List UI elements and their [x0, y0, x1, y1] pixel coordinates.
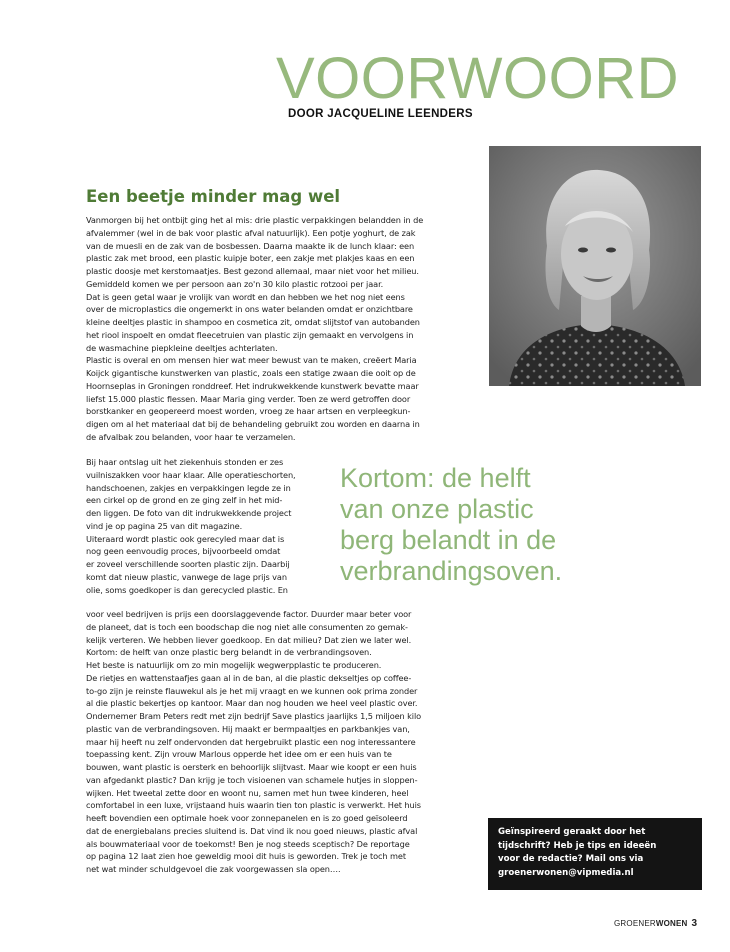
paragraph-line: plastic zak met brood, een plastic kuipje boter, een zakje met plakjes kaas en een [86, 253, 415, 264]
footer-brand-part1: GROENER [614, 919, 656, 928]
paragraph-line: De rietjes en wattenstaafjes gaan al in de ban, al die plastic dekseltjes op coffee- [86, 672, 412, 683]
paragraph-line: comfortabel in een luxe, vrijstaand huis waarin tien ton plastic is verwerkt. Het huis [86, 800, 421, 811]
page-number: 3 [691, 918, 698, 929]
body-text-top [86, 214, 481, 444]
paragraph-line: Gemiddeld komen we per persoon aan zo'n 30 kilo plastic rotzooi per jaar. [86, 278, 384, 289]
footer-brand-part2: WONEN [655, 919, 688, 928]
paragraph-line: Het beste is natuurlijk om zo min mogelijk wegwerpplastic te produceren. [86, 660, 382, 670]
portrait-photo-icon [489, 146, 701, 386]
paragraph-line: kleine deeltjes plastic in shampoo en cosmetica zit, omdat slijtstof van autobanden [86, 317, 420, 327]
paragraph-line: over de microplastics die ongemerkt in ons water belanden omdat er onzichtbare [86, 304, 413, 315]
paragraph-line: als bouwmateriaal voor de toekomst! Ben je nog steeds sceptisch? De reportage [86, 838, 410, 849]
paragraph-line: afvalemmer (wel in de bak voor plastic afval natuurlijk). Een potje yoghurt, de zak [86, 227, 416, 238]
pull-quote-line: van onze plastic [340, 494, 534, 524]
paragraph-line: het riool inspoelt en omdat fleecetruien van plastic zijn gemaakt en vervolgens in [86, 329, 414, 340]
paragraph-line: al die plastic bekertjes op kantoor. Maar dan nog houden we heel veel plastic over. [86, 698, 418, 709]
pull-quote [340, 463, 640, 587]
pull-quote-line: Kortom: de helft [340, 463, 531, 493]
paragraph-line: wijken. Het tweetal zette door en woont nu, samen met hun twee kinderen, heel [86, 787, 409, 798]
paragraph-line: digen om al het materiaal dat bij de behandeling gebruikt zou worden en daarna in [86, 419, 420, 429]
paragraph-line: Bij haar ontslag uit het ziekenhuis stonden er zes [86, 457, 284, 467]
paragraph-line: plastic doosje met kerstomaatjes. Best gezond allemaal, maar niet voor het milieu. [86, 266, 419, 276]
paragraph-line: plastic van de verbrandingsoven. Hij maakt er bermpaaltjes en parkbankjes van, [86, 723, 410, 734]
paragraph-line: bouwen, want plastic is oersterk en behoorlijk slijtvast. Maar wie koopt er een huis [86, 762, 417, 772]
paragraph-line: heeft bovendien een optimale hoek voor zonnepanelen en is zo goed geïsoleerd [86, 813, 408, 823]
paragraph-line: den liggen. De foto van dit indrukwekkende project [86, 508, 292, 518]
pull-quote-line: verbrandingsoven. [340, 556, 563, 586]
paragraph-line: de afvalbak zou belanden, voor haar te verzamelen. [86, 431, 296, 442]
paragraph-line: Kortom: de helft van onze plastic berg belandt in de verbrandingsoven. [86, 647, 372, 658]
paragraph-line: handschoenen, zakjes en verpakkingen legde ze in [86, 482, 291, 493]
paragraph-line: toepassing kent. Zijn vrouw Marlous opperde het idee om er een huis van te [86, 749, 392, 760]
paragraph-line: van afgedankt plastic? Dan krijg je toch visioenen van schamele hutjes in sloppen- [86, 774, 418, 785]
paragraph-line: olie, soms goedkoper is dan gerecycled plastic. En [86, 584, 288, 595]
callout-line: tijdschrift? Heb je tips en ideeën [498, 840, 657, 851]
article-heading: Een beetje minder mag wel [86, 187, 341, 206]
paragraph-line: kelijk verteren. We hebben liever goedkoop. En dat milieu? Dat zien we later wel. [86, 634, 412, 645]
callout-line: Geïnspireerd geraakt door het [498, 827, 646, 837]
contact-callout-box [488, 818, 702, 890]
paragraph-line: er zoveel verschillende soorten plastic zijn. Daarbij [86, 559, 290, 569]
paragraph-line: vuilniszakken voor haar klaar. Alle operatieschorten, [86, 469, 296, 480]
body-text-middle [86, 456, 331, 596]
paragraph-line: komt dat nieuw plastic, vanwege de lage prijs van [86, 571, 287, 582]
callout-line: groenerwonen@vipmedia.nl [498, 867, 634, 878]
paragraph-line: op pagina 12 laat zien hoe geweldig mooi dit huis is geworden. Trek je toch met [86, 851, 406, 862]
paragraph-line: to-go zijn je reinste flauwekul als je het mij vraagt en we kunnen ook prima zonder [86, 685, 418, 696]
paragraph-line: een cirkel op de grond en ze ging zelf in het mid- [86, 495, 283, 506]
paragraph-line: voor veel bedrijven is prijs een doorslaggevende factor. Duurder maar beter voor [86, 609, 412, 619]
paragraph-line: de wasmachine piepkleine deeltjes achterlaten. [86, 342, 278, 353]
paragraph-line: Uiteraard wordt plastic ook gerecyled maar dat is [86, 533, 285, 544]
paragraph-line: van de muesli en de zak van de bosbessen. Daarna maakte ik de lunch klaar: een [86, 240, 415, 251]
paragraph-line: borstkanker en geopereerd moest worden, vroeg ze haar artsen en verpleegkun- [86, 406, 411, 417]
paragraph-line: Koijck gigantische kunstwerken van plastic, zoals een statige zwaan die ooit op de [86, 368, 416, 378]
paragraph-line: Vanmorgen bij het ontbijt ging het al mis: drie plastic verpakkingen belandden in de [86, 215, 424, 225]
paragraph-line: Plastic is overal en om mensen hier wat meer bewust van te maken, creëert Maria [86, 355, 417, 366]
paragraph-line: maar hij heeft nu zelf ondervonden dat hergebruikt plastic een nog interessantere [86, 736, 416, 747]
paragraph-line: Hoornseplas in Groningen ronddreef. Het indrukwekkende kunstwerk bevatte maar [86, 380, 419, 391]
body-text-bottom [86, 608, 486, 876]
paragraph-line: de planeet, dat is toch een boodschap die nog niet alle consumenten zo gemak- [86, 621, 408, 632]
paragraph-line: net wat minder schuldgevoel die zak voorgewassen sla open…. [86, 864, 341, 874]
paragraph-line: dat de energiebalans precies sluitend is. Dat vind ik nou goed nieuws, plastic afval [86, 825, 418, 836]
paragraph-line: liefst 15.000 plastic flessen. Maar Maria ging verder. Toen ze werd getroffen door [86, 393, 411, 404]
author-photo [489, 146, 701, 386]
byline: DOOR JACQUELINE LEENDERS [288, 108, 473, 120]
pull-quote-line: berg belandt in de [340, 525, 557, 555]
paragraph-line: vind je op pagina 25 van dit magazine. [86, 520, 243, 531]
paragraph-line: nog geen eenvoudig proces, bijvoorbeeld omdat [86, 546, 281, 557]
callout-line: voor de redactie? Mail ons via [498, 854, 644, 864]
paragraph-line: Dat is geen getal waar je vrolijk van wordt en dan hebben we het nog niet eens [86, 291, 405, 302]
page-title: VOORWOORD [276, 46, 679, 111]
paragraph-line: Ondernemer Bram Peters redt met zijn bedrijf Save plastics jaarlijks 1,5 miljoen kilo [86, 711, 422, 721]
page-footer [614, 918, 697, 929]
